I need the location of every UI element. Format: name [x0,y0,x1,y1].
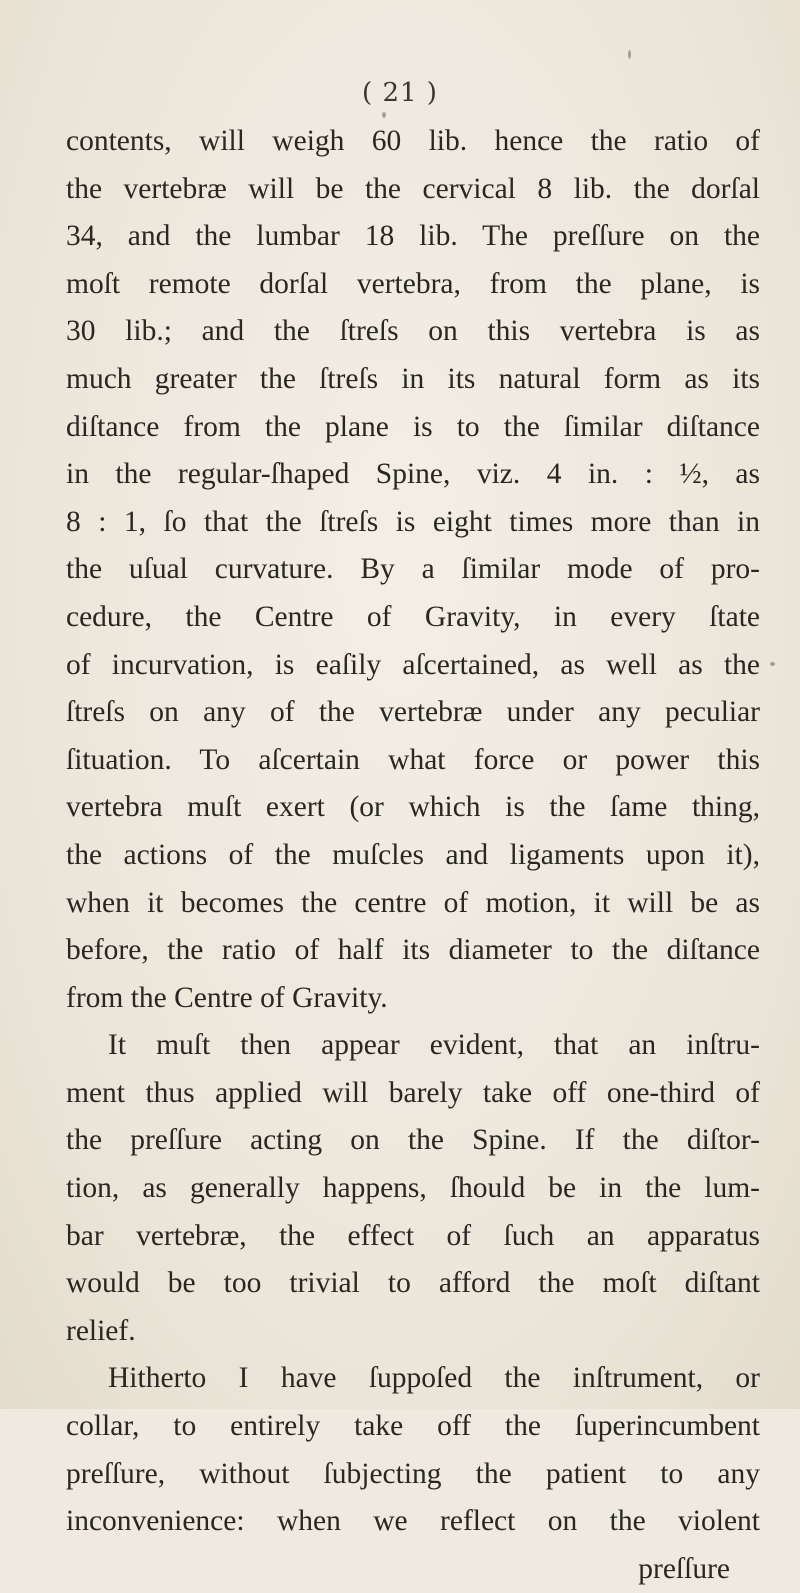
text-line: vertebra muſt exert (or which is the ſame thing, [66,791,760,824]
text-line: collar, to entirely take off the ſuperincumbent [66,1410,760,1443]
text-line: much greater the ſtreſs in its natural form as its [66,362,760,395]
text-line: the actions of the muſcles and ligaments upon it), [66,838,760,871]
catchword: preſſure [638,1552,730,1585]
text-line: of incurvation, is eaſily aſcertained, as well as the [66,648,760,681]
text-line: the uſual curvature. By a ſimilar mode of pro- [66,553,760,586]
text-line: ſtreſs on any of the vertebræ under any peculiar [66,696,760,729]
text-line: contents, will weigh 60 lib. hence the ratio of [66,125,760,157]
text-line: moſt remote dorſal vertebra, from the plane, is [66,267,760,300]
text-line: before, the ratio of half its diameter to the diſtance [66,934,760,967]
text-line: 8 : 1, ſo that the ſtreſs is eight times more than in [66,505,760,538]
text-line: It muſt then appear evident, that an inſtru- [108,1029,760,1062]
text-line: diſtance from the plane is to the ſimilar diſtance [66,410,760,443]
page-number: ( 21 ) [362,78,438,108]
text-line: from the Centre of Gravity. [66,981,388,1014]
text-line: would be too trivial to afford the moſt diſtant [66,1267,760,1300]
text-line: relief. [66,1314,136,1347]
body-text [66,118,760,1593]
text-line: Hitherto I have ſuppoſed the inſtrument, or [108,1362,760,1395]
text-line: preſſure, without ſubjecting the patient to any [66,1457,760,1490]
text-line: cedure, the Centre of Gravity, in every ſtate [66,600,760,633]
text-line: when it becomes the centre of motion, it will be as [66,886,760,919]
ink-speck [770,662,775,666]
text-line: bar vertebræ, the effect of ſuch an apparatus [66,1219,760,1252]
text-line: in the regular-ſhaped Spine, viz. 4 in. : ½, as [66,458,760,491]
text-line: 34, and the lumbar 18 lib. The preſſure on the [66,220,760,253]
text-line: tion, as generally happens, ſhould be in the lum- [66,1172,760,1205]
ink-speck [628,50,631,59]
text-line: inconvenience: when we reflect on the violent [66,1505,760,1538]
text-line: ſituation. To aſcertain what force or power this [66,743,760,776]
text-line: the vertebræ will be the cervical 8 lib. the dorſal [66,172,760,205]
text-line: ment thus applied will barely take off one-third of [66,1076,760,1109]
text-line: the preſſure acting on the Spine. If the diſtor- [66,1124,760,1157]
text-line: 30 lib.; and the ſtreſs on this vertebra is as [66,315,760,348]
